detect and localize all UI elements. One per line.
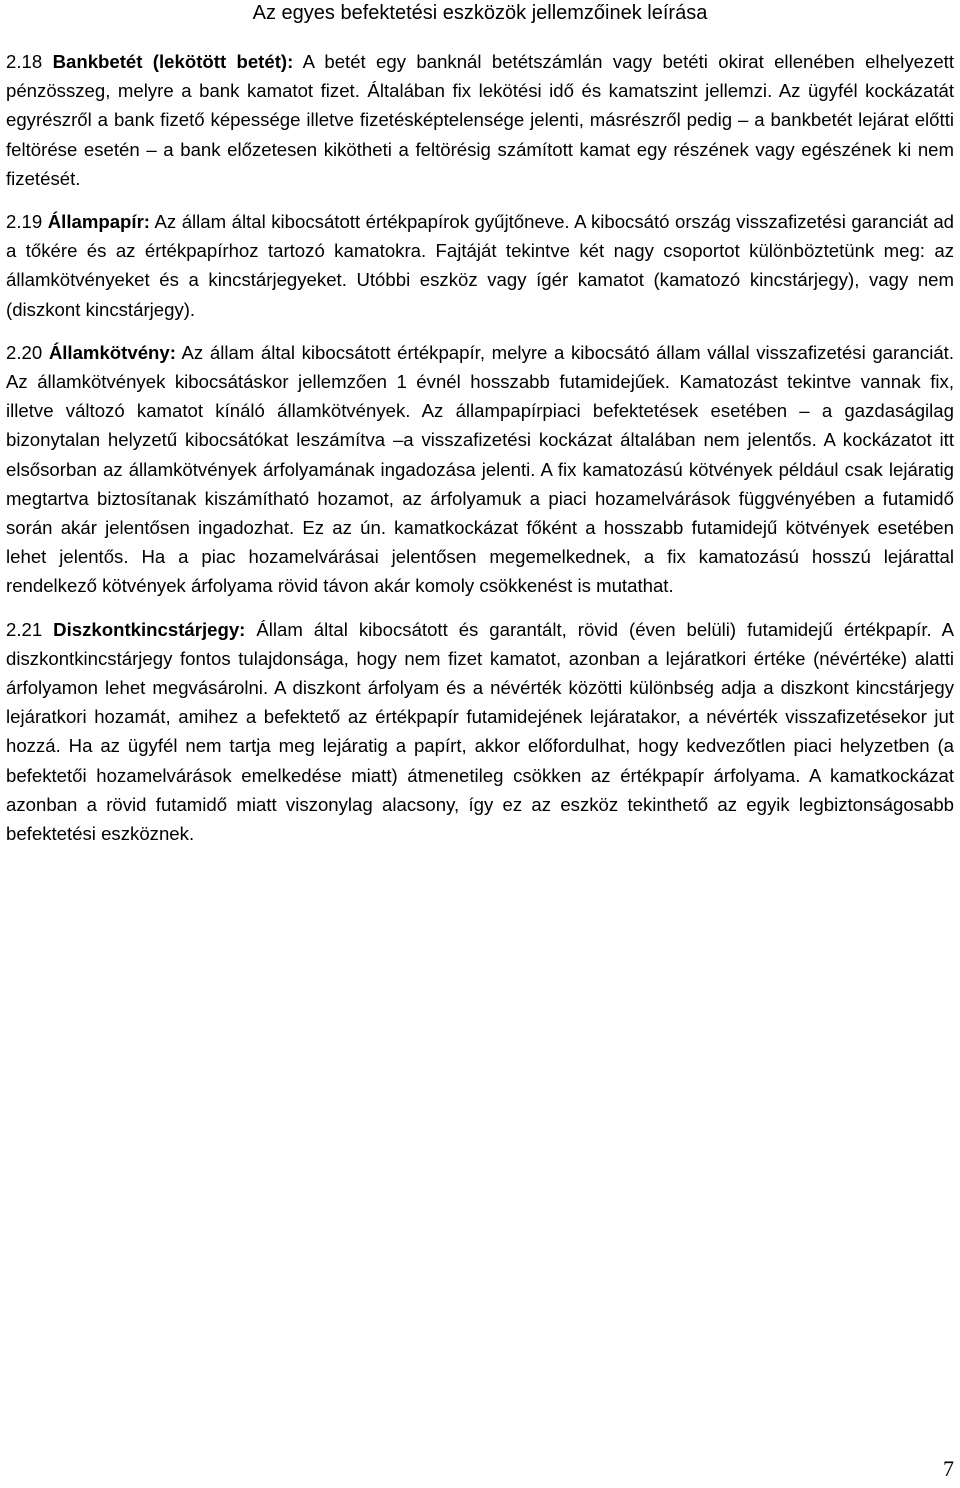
section-text: Az állam által kibocsátott értékpapírok gyűjtőneve. A kibocsátó ország visszafizetési garanciát ad a tőkére és az értékpapírhoz tartozó kamatokra. Fajtáját tekintve két nagy csoportot különböztetünk meg: az államkötvényeket és a kincstárjegyeket. Utóbbi eszköz vagy ígér kamatot (kamatozó kincstárjegy), vagy nem (diszkont kincstárjegy).	[6, 211, 955, 320]
section-text: Állam által kibocsátott és garantált, rövid (éven belüli) futamidejű értékpapír. A diszkontkincstárjegy fontos tulajdonsága, hogy nem fizet kamatot, azonban a lejáratkori értéke (névértéke) alatti árfolyamon lehet megvásárolni. A diszkont árfolyam és a névérték közötti különbség adja a diszkont kincstárjegy lejáratkori hozamát, amihez a befektető az értékpapír futamidejének lejáratakor, a névérték visszafizetésekor jut hozzá. Ha az ügyfél nem tartja meg lejáratig a papírt, akkor előfordulhat, hogy kedvezőtlen piaci helyzetben (a befektetői hozamelvárások emelkedése miatt) átmenetileg csökken az értékpapír árfolyama. A kamatkockázat azonban a rövid futamidő miatt viszonylag alacsony, így ez az eszköz tekinthető az egyik legbiztonságosabb befektetési eszköznek.	[6, 618, 955, 845]
section-2-21	[6, 615, 954, 849]
section-number: 2.20	[6, 341, 43, 363]
page-number: 7	[943, 1456, 954, 1481]
section-term: Bankbetét (lekötött betét):	[52, 51, 294, 72]
section-number: 2.19	[6, 211, 43, 233]
section-number: 2.18	[6, 51, 43, 72]
section-2-19	[6, 207, 954, 324]
section-number: 2.21	[6, 618, 43, 640]
document-body	[6, 47, 954, 862]
page-header	[0, 0, 960, 26]
section-2-20	[6, 338, 954, 601]
page-header-title: Az egyes befektetési eszközök jellemzőinek leírása	[252, 2, 708, 24]
section-2-18	[6, 47, 954, 193]
section-text: Az állam által kibocsátott értékpapír, melyre a kibocsátó állam vállal visszafizetési garanciát. Az államkötvények kibocsátáskor jellemzően 1 évnél hosszabb futamidejűek. Kamatozást tekintve vannak fix, illetve változó kamatot kínáló államkötvények. Az állampapírpiaci befektetések esetében – a gazdaságilag bizonytalan helyzetű kibocsátókat leszámítva –a visszafizetési kockázat általában nem jelentős. A kockázatot itt elsősorban az államkötvények árfolyamának ingadozása jelenti. A fix kamatozású kötvények például csak lejáratig megtartva biztosítanak kiszámítható hozamot, az árfolyamuk a piaci hozamelvárások függvényében a futamidő során akár jelentősen ingadozhat. Ez az ún. kamatkockázat főként a hosszabb futamidejű kötvények esetében lehet jelentős. Ha a piac hozamelvárásai jelentősen megemelkednek, a fix kamatozású hosszú lejárattal rendelkező kötvények árfolyama rövid távon akár komoly csökkenést is mutathat.	[6, 341, 954, 597]
section-term: Diszkontkincstárjegy:	[53, 618, 246, 640]
section-text: A betét egy banknál betétszámlán vagy betéti okirat ellenében elhelyezett pénzösszeg, melyre a bank kamatot fizet. Általában fix lekötési idő és kamatszint jellemzi. Az ügyfél kockázatát egyrészről a bank fizető képessége illetve fizetésképtelensége jelenti, másrészről pedig – a bankbetét lejárat előtti feltörése esetén – a bank előzetesen kikötheti a feltörésig számított kamat egy részének vagy egészének ki nem fizetését.	[6, 51, 954, 189]
section-term: Államkötvény:	[48, 341, 176, 363]
section-term: Állampapír:	[47, 211, 151, 233]
